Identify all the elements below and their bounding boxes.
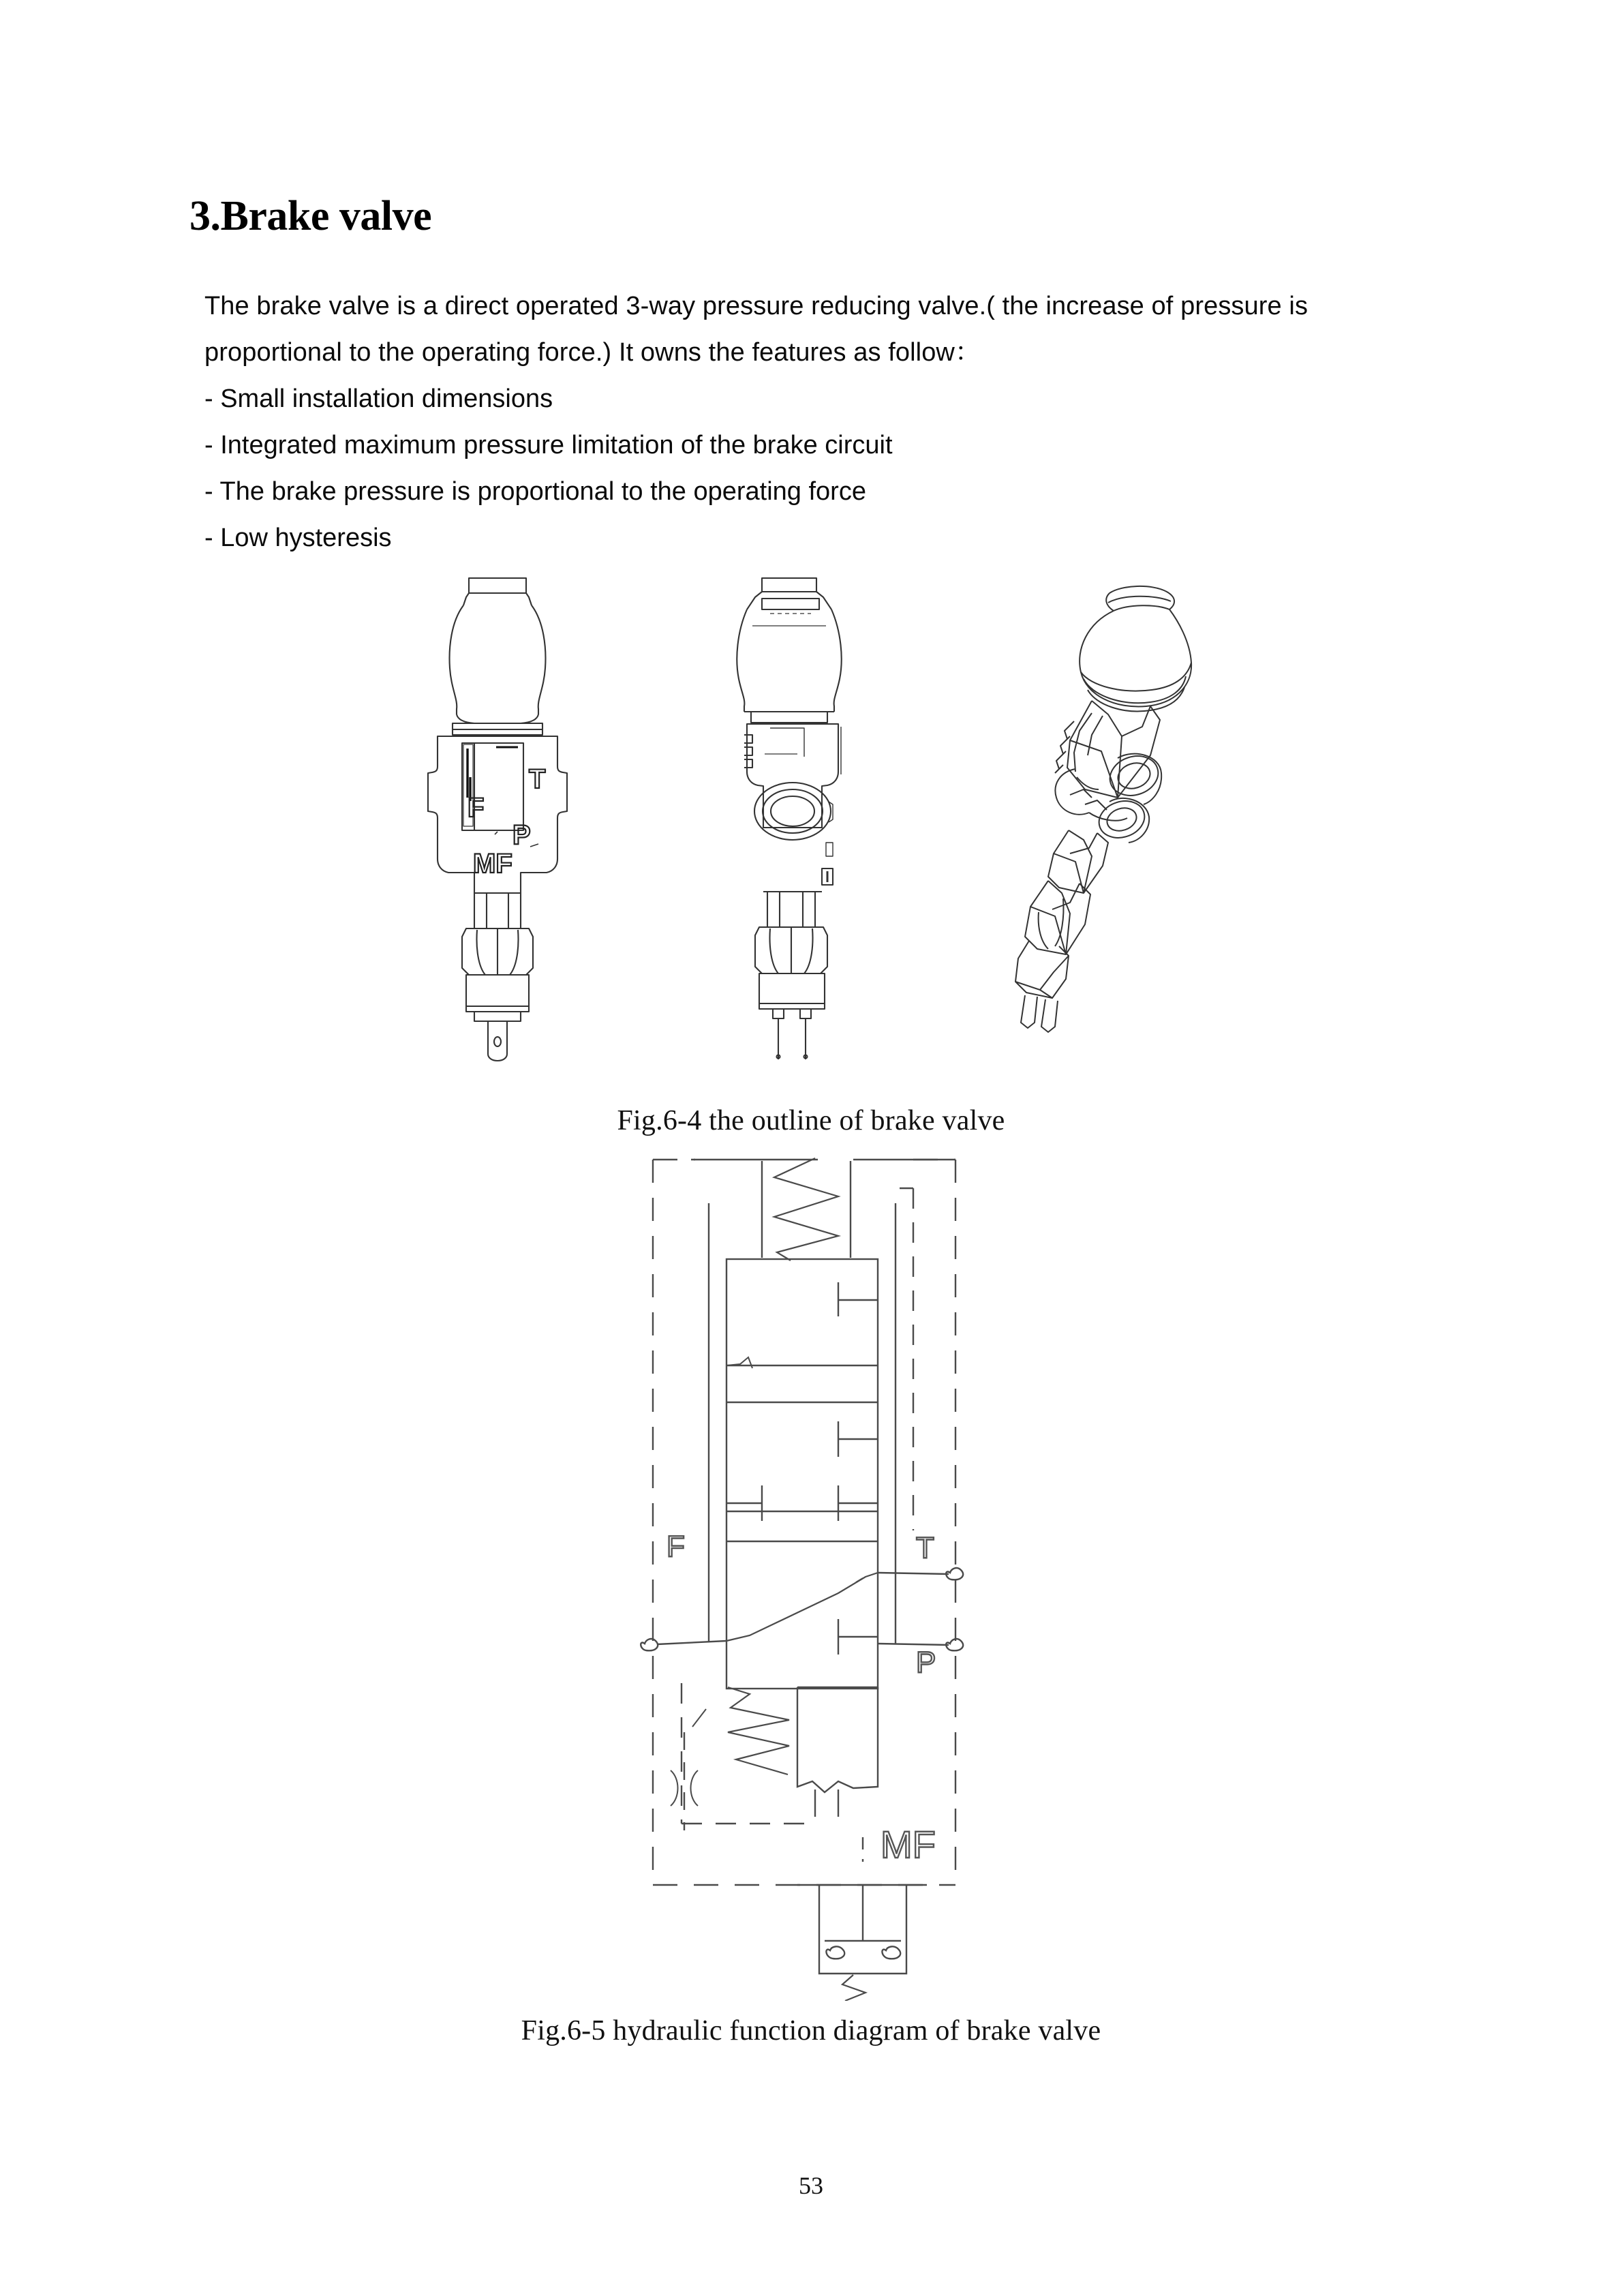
schematic-label-F: F — [667, 1530, 685, 1563]
port-label-P: P — [512, 820, 531, 850]
schematic-label-MF: MF — [881, 1823, 936, 1866]
figure-6-4-caption: Fig.6-4 the outline of brake valve — [617, 1105, 1005, 1136]
intro-paragraph-line-1: The brake valve is a direct operated 3-way pressure reducing valve.( the increase of pressure is — [204, 292, 1309, 320]
figure-6-5-hydraulic-schematic — [613, 1149, 995, 2001]
schematic-label-P: P — [916, 1646, 936, 1679]
valve-side-view — [702, 573, 900, 1104]
intro-paragraph-line-2: proportional to the operating force.) It owns the features as follow： — [204, 338, 981, 367]
page-number: 53 — [799, 2172, 823, 2199]
figure-6-4-drawings — [0, 573, 1622, 1104]
valve-isometric-view — [988, 573, 1213, 1104]
figure-6-5-caption: Fig.6-5 hydraulic function diagram of brake valve — [521, 2015, 1101, 2046]
feature-item-1: - Small installation dimensions — [204, 384, 553, 413]
schematic-label-T: T — [916, 1531, 934, 1565]
port-label-MF: MF — [473, 849, 512, 879]
port-label-T: T — [529, 764, 546, 794]
valve-front-view — [409, 573, 613, 1104]
port-label-F: F — [468, 793, 485, 823]
feature-item-4: - Low hysteresis — [204, 524, 392, 552]
feature-item-3: - The brake pressure is proportional to the operating force — [204, 477, 866, 506]
feature-item-2: - Integrated maximum pressure limitation of the brake circuit — [204, 431, 893, 459]
body-text-block — [204, 283, 1445, 561]
page-title: 3.Brake valve — [189, 193, 432, 239]
